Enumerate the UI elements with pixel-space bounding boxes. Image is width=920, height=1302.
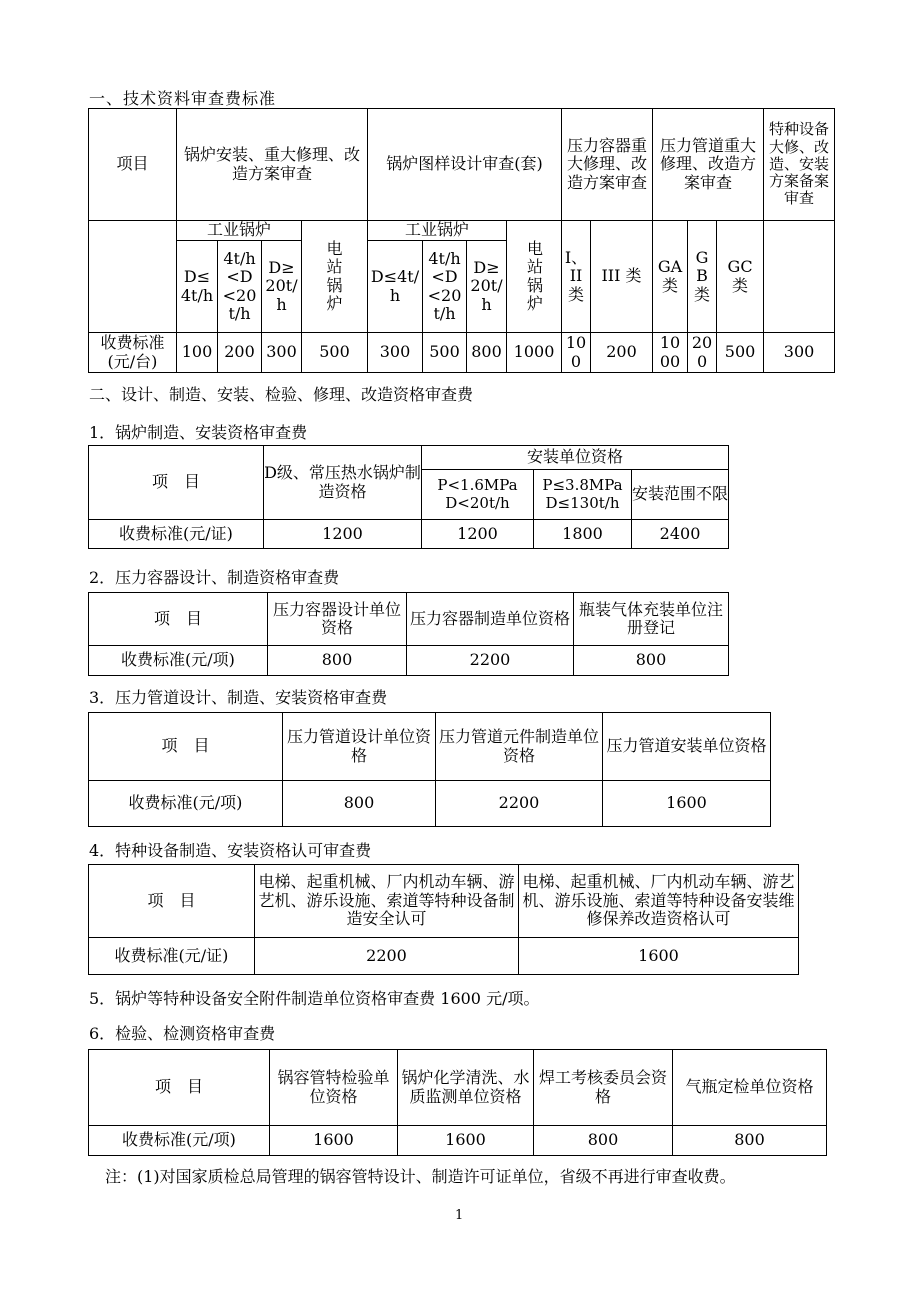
inspection-header: 锅容管特检验单位资格 — [270, 1050, 398, 1126]
table-3-title: 3．压力管道设计、制造、安装资格审查费 — [89, 688, 388, 707]
fee-cell: 100 — [177, 333, 218, 373]
fee-cell: 1000 — [653, 333, 688, 373]
note-text: 注：(1)对国家质检总局管理的锅容管特设计、制造许可证单位，省级不再进行审查收费。 — [105, 1167, 736, 1186]
fee-cell: 800 — [534, 1126, 673, 1156]
install-header: 压力管道安装单位资格 — [603, 713, 771, 781]
pressure-vessel-header: 压力容器重大修理、改造方案审查 — [562, 109, 653, 221]
fee-cell: 2400 — [632, 520, 729, 549]
item-header: 项 目 — [89, 713, 283, 781]
component-header: 压力管道元件制造单位资格 — [436, 713, 603, 781]
design-header: 压力管道设计单位资格 — [283, 713, 436, 781]
fee-cell: 800 — [283, 781, 436, 827]
manufacture-cert-header: 电梯、起重机械、厂内机动车辆、游艺机、游乐设施、索道等特种设备制造安全认可 — [255, 865, 519, 938]
d-ge20-header: D≥20t/h — [262, 241, 302, 333]
table-6-title: 6．检验、检测资格审查费 — [89, 1024, 276, 1043]
fee-cell: 1600 — [270, 1126, 398, 1156]
fee-cell: 2200 — [255, 938, 519, 975]
fee-cell: 1600 — [603, 781, 771, 827]
industrial-boiler-header: 工业锅炉 — [177, 221, 302, 241]
table-1-title: 1．锅炉制造、安装资格审查费 — [89, 423, 308, 442]
gc-header: GC类 — [717, 221, 764, 333]
fee-cell: 200 — [688, 333, 717, 373]
fee-cell: 1600 — [519, 938, 799, 975]
install-header: 安装单位资格 — [422, 446, 729, 470]
fee-cell: 100 — [562, 333, 591, 373]
tech-review-fee-table — [88, 108, 835, 373]
item-spacer — [89, 221, 177, 333]
fee-cell: 300 — [368, 333, 423, 373]
fee-cell: 200 — [218, 333, 262, 373]
boiler-design-header: 锅炉图样设计审查(套) — [368, 109, 562, 221]
fee-cell: 300 — [764, 333, 835, 373]
pressure-pipe-header: 压力管道重大修理、改造方案审查 — [653, 109, 764, 221]
d-ge20-header-2: D≥20t/h — [467, 241, 507, 333]
item-header: 项 目 — [89, 593, 268, 646]
page-number: 1 — [455, 1208, 464, 1223]
fee-label: 收费标准(元/项) — [89, 1126, 270, 1156]
manufacture-header: 压力容器制造单位资格 — [407, 593, 574, 646]
class-1-2-header: I、II类 — [562, 221, 591, 333]
gb-header: GB类 — [688, 221, 717, 333]
special-equipment-table — [88, 864, 799, 975]
fee-label: 收费标准(元/项) — [89, 646, 268, 676]
fee-cell: 300 — [262, 333, 302, 373]
power-boiler-header: 电站锅炉 — [302, 221, 368, 333]
fee-cell: 800 — [467, 333, 507, 373]
d-4-20-header: 4t/h<D<20t/h — [218, 241, 262, 333]
fee-cell: 500 — [302, 333, 368, 373]
section-1-title: 一、技术资料审查费标准 — [89, 89, 277, 108]
design-header: 压力容器设计单位资格 — [268, 593, 407, 646]
fee-cell: 1000 — [507, 333, 562, 373]
fee-cell: 1800 — [534, 520, 632, 549]
item-header: 项 目 — [89, 865, 255, 938]
fee-cell: 500 — [423, 333, 467, 373]
special-equipment-header: 特种设备大修、改造、安装方案备案审查 — [764, 109, 835, 221]
fee-cell: 2200 — [436, 781, 603, 827]
filling-header: 瓶装气体充装单位注册登记 — [574, 593, 729, 646]
table-2-title: 2．压力容器设计、制造资格审查费 — [89, 568, 340, 587]
d-level-header: D级、常压热水锅炉制造资格 — [264, 446, 422, 520]
industrial-boiler-header-2: 工业锅炉 — [368, 221, 507, 241]
boiler-qualification-table — [88, 445, 729, 549]
inspection-table — [88, 1049, 827, 1156]
p3-header: 安装范围不限 — [632, 470, 729, 520]
class-3-header: III 类 — [591, 221, 653, 333]
cylinder-header: 气瓶定检单位资格 — [673, 1050, 827, 1126]
item-header: 项 目 — [89, 1050, 270, 1126]
p1-header: P<1.6MPa D<20t/h — [422, 470, 534, 520]
fee-cell: 200 — [591, 333, 653, 373]
fee-label: 收费标准(元/证) — [89, 938, 255, 975]
item-5-text: 5．锅炉等特种设备安全附件制造单位资格审查费 1600 元/项。 — [89, 989, 540, 1008]
pressure-pipe-table — [88, 712, 771, 827]
d-le4-header-2: D≤4t/h — [368, 241, 423, 333]
ga-header: GA类 — [653, 221, 688, 333]
pressure-vessel-table — [88, 592, 729, 676]
d-le4-header: D≤4t/h — [177, 241, 218, 333]
fee-cell: 800 — [673, 1126, 827, 1156]
fee-label: 收费标准(元/台) — [89, 333, 177, 373]
table-4-title: 4．特种设备制造、安装资格认可审查费 — [89, 841, 372, 860]
fee-cell: 800 — [268, 646, 407, 676]
boiler-install-header: 锅炉安装、重大修理、改 造方案审查 — [177, 109, 368, 221]
p2-header: P≤3.8MPa D≤130t/h — [534, 470, 632, 520]
fee-label: 收费标准(元/证) — [89, 520, 264, 549]
fee-label: 收费标准(元/项) — [89, 781, 283, 827]
fee-cell: 800 — [574, 646, 729, 676]
cleaning-header: 锅炉化学清洗、水质监测单位资格 — [398, 1050, 534, 1126]
fee-cell: 1200 — [422, 520, 534, 549]
power-boiler-header-2: 电站锅炉 — [507, 221, 562, 333]
fee-cell: 1600 — [398, 1126, 534, 1156]
fee-cell: 1200 — [264, 520, 422, 549]
d-4-20-header-2: 4t/h<D<20t/h — [423, 241, 467, 333]
fee-cell: 2200 — [407, 646, 574, 676]
install-cert-header: 电梯、起重机械、厂内机动车辆、游艺机、游乐设施、索道等特种设备安装维修保养改造资格认可 — [519, 865, 799, 938]
se-spacer — [764, 221, 835, 333]
item-header: 项目 — [89, 109, 177, 221]
section-2-title: 二、设计、制造、安装、检验、修理、改造资格审查费 — [89, 385, 474, 404]
fee-cell: 500 — [717, 333, 764, 373]
welder-header: 焊工考核委员会资格 — [534, 1050, 673, 1126]
item-header: 项 目 — [89, 446, 264, 520]
